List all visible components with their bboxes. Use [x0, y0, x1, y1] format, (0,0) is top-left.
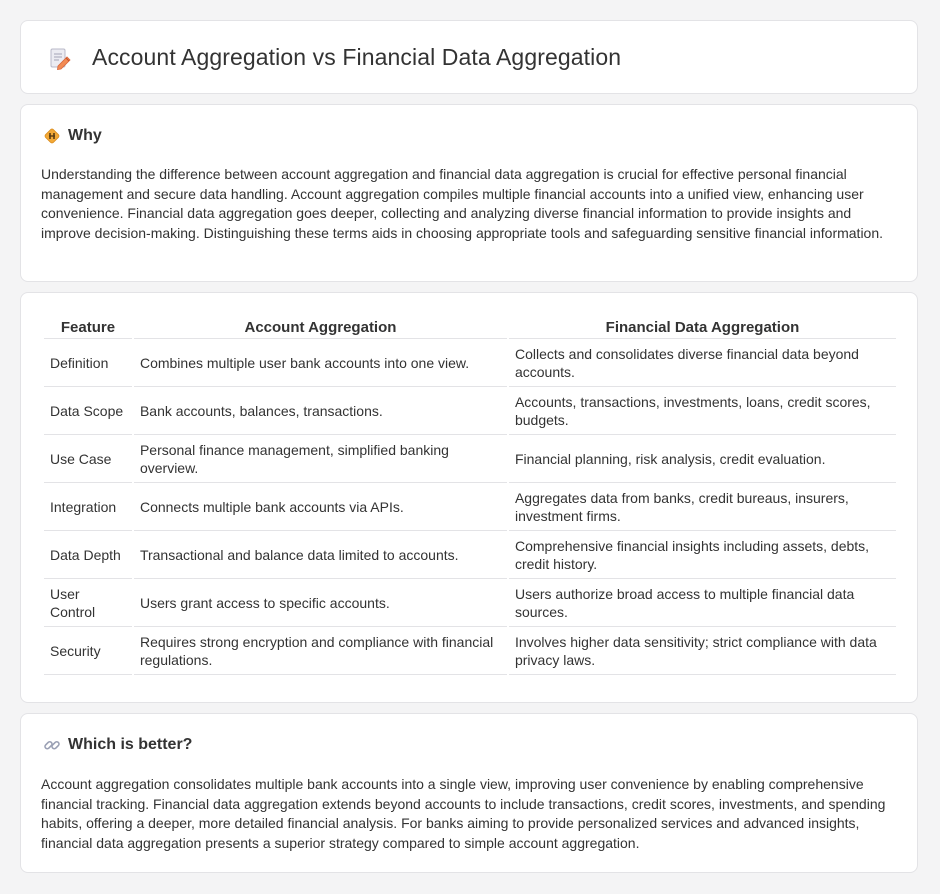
financial-data-aggregation-cell: Collects and consolidates diverse financial data beyond accounts. — [509, 339, 896, 387]
feature-cell: Security — [44, 627, 132, 675]
why-header — [43, 127, 102, 145]
financial-data-aggregation-cell: Aggregates data from banks, credit bureaus, insurers, investment firms. — [509, 483, 896, 531]
account-aggregation-cell: Users grant access to specific accounts. — [134, 579, 507, 627]
feature-cell: Definition — [44, 339, 132, 387]
financial-data-aggregation-cell: Financial planning, risk analysis, credit evaluation. — [509, 435, 896, 483]
account-aggregation-cell: Transactional and balance data limited to accounts. — [134, 531, 507, 579]
diamond-warning-icon — [43, 127, 61, 145]
why-section — [20, 104, 918, 282]
table-header-row — [44, 316, 896, 339]
financial-data-aggregation-cell: Involves higher data sensitivity; strict compliance with data privacy laws. — [509, 627, 896, 675]
why-heading: Why — [68, 127, 102, 144]
table-row — [44, 579, 896, 627]
which-is-better-header — [43, 736, 192, 754]
account-aggregation-cell: Combines multiple user bank accounts into one view. — [134, 339, 507, 387]
comparison-table — [42, 316, 898, 675]
which-is-better-section — [20, 713, 918, 873]
account-aggregation-cell: Personal finance management, simplified banking overview. — [134, 435, 507, 483]
account-aggregation-cell: Bank accounts, balances, transactions. — [134, 387, 507, 435]
title-card — [20, 20, 918, 94]
which-is-better-heading: Which is better? — [68, 736, 193, 753]
feature-cell: Data Depth — [44, 531, 132, 579]
page-title: Account Aggregation vs Financial Data Aggregation — [92, 44, 622, 70]
table-row — [44, 435, 896, 483]
table-row — [44, 531, 896, 579]
document-pencil-icon — [49, 47, 71, 71]
table-row — [44, 387, 896, 435]
column-header-financial-data-aggregation: Financial Data Aggregation — [509, 316, 896, 339]
table-row — [44, 339, 896, 387]
financial-data-aggregation-cell: Comprehensive financial insights including assets, debts, credit history. — [509, 531, 896, 579]
table-row — [44, 627, 896, 675]
column-header-feature: Feature — [44, 316, 132, 339]
table-row — [44, 483, 896, 531]
account-aggregation-cell: Requires strong encryption and compliance with financial regulations. — [134, 627, 507, 675]
financial-data-aggregation-cell: Users authorize broad access to multiple financial data sources. — [509, 579, 896, 627]
feature-cell: Integration — [44, 483, 132, 531]
column-header-account-aggregation: Account Aggregation — [134, 316, 507, 339]
account-aggregation-cell: Connects multiple bank accounts via APIs. — [134, 483, 507, 531]
which-is-better-text: Account aggregation consolidates multiple bank accounts into a single view, improving user convenience by enabling comprehensive financial tracking. Financial data aggregation extends beyond accounts to include transactions, credit scores, investments, and spending habits, offering a deeper, more detailed financial analysis. For banks aiming to provide personalized services and advanced insights, financial data aggregation presents a superior strategy compared to simple account aggregation. — [41, 776, 886, 851]
feature-cell: Use Case — [44, 435, 132, 483]
feature-cell: User Control — [44, 579, 132, 627]
comparison-table-card — [20, 292, 918, 703]
feature-cell: Data Scope — [44, 387, 132, 435]
why-text: Understanding the difference between account aggregation and financial data aggregation is crucial for effective personal financial management and secure data handling. Account aggregation compiles multiple financial accounts into a unified view, enhancing user convenience. Financial data aggregation goes deeper, collecting and analyzing diverse financial information to provide insights and improve decision-making. Distinguishing these terms aids in choosing appropriate tools and safeguarding sensitive financial information. — [41, 166, 884, 241]
financial-data-aggregation-cell: Accounts, transactions, investments, loans, credit scores, budgets. — [509, 387, 896, 435]
link-icon — [43, 736, 61, 754]
